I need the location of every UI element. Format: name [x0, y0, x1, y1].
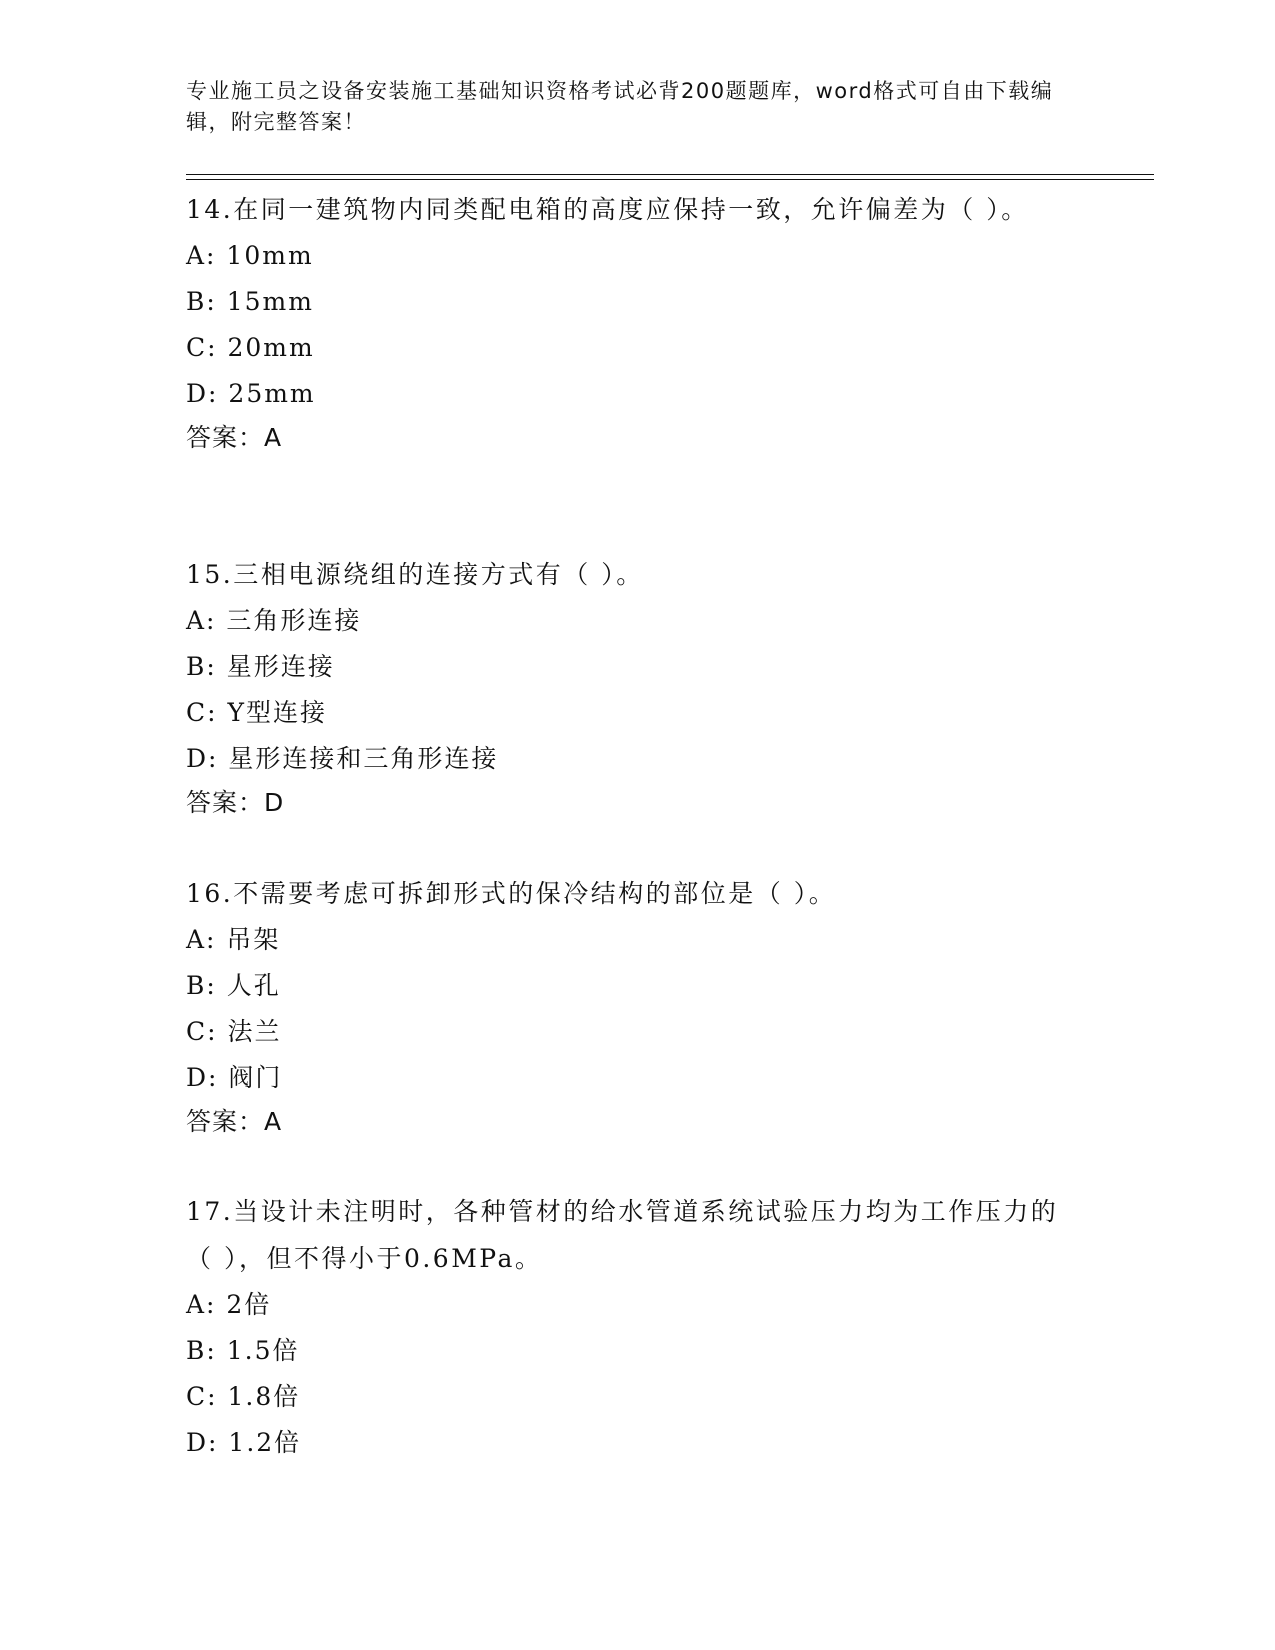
option-a: A: 三角形连接 [186, 606, 362, 635]
option-a: A: 2倍 [186, 1290, 272, 1319]
answer: 答案：A [186, 1107, 283, 1136]
document-header: 专业施工员之设备安装施工基础知识资格考试必背200题题库，word格式可自由下载编辑，附完整答案！ [186, 79, 1054, 134]
option-c: C: 法兰 [186, 1017, 282, 1046]
option-a: A: 吊架 [186, 925, 281, 954]
question-stem: 14.在同一建筑物内同类配电箱的高度应保持一致，允许偏差为（ ）。 [186, 195, 1029, 224]
option-d: D: 阀门 [186, 1063, 283, 1092]
option-a: A: 10mm [186, 241, 314, 270]
answer: 答案：D [186, 788, 285, 817]
option-b: B: 15mm [186, 287, 314, 316]
option-c: C: 20mm [186, 333, 315, 362]
option-c: C: Y型连接 [186, 698, 328, 727]
header-divider-bottom [186, 179, 1154, 180]
option-d: D: 1.2倍 [186, 1428, 302, 1457]
option-c: C: 1.8倍 [186, 1382, 301, 1411]
option-d: D: 星形连接和三角形连接 [186, 744, 499, 773]
question-stem: 17.当设计未注明时，各种管材的给水管道系统试验压力均为工作压力的（ ），但不得小于0.6MPa。 [186, 1197, 1059, 1273]
header-divider-top [186, 174, 1154, 175]
question-17 [186, 1188, 1086, 1466]
option-b: B: 人孔 [186, 971, 281, 1000]
question-stem: 16.不需要考虑可拆卸形式的保冷结构的部位是（ ）。 [186, 879, 837, 908]
question-stem: 15.三相电源绕组的连接方式有（ ）。 [186, 560, 644, 589]
question-15 [186, 551, 1086, 824]
question-16 [186, 870, 1086, 1143]
option-b: B: 星形连接 [186, 652, 335, 681]
answer: 答案：A [186, 423, 283, 452]
option-d: D: 25mm [186, 379, 316, 408]
option-b: B: 1.5倍 [186, 1336, 300, 1365]
question-14 [186, 186, 1086, 459]
